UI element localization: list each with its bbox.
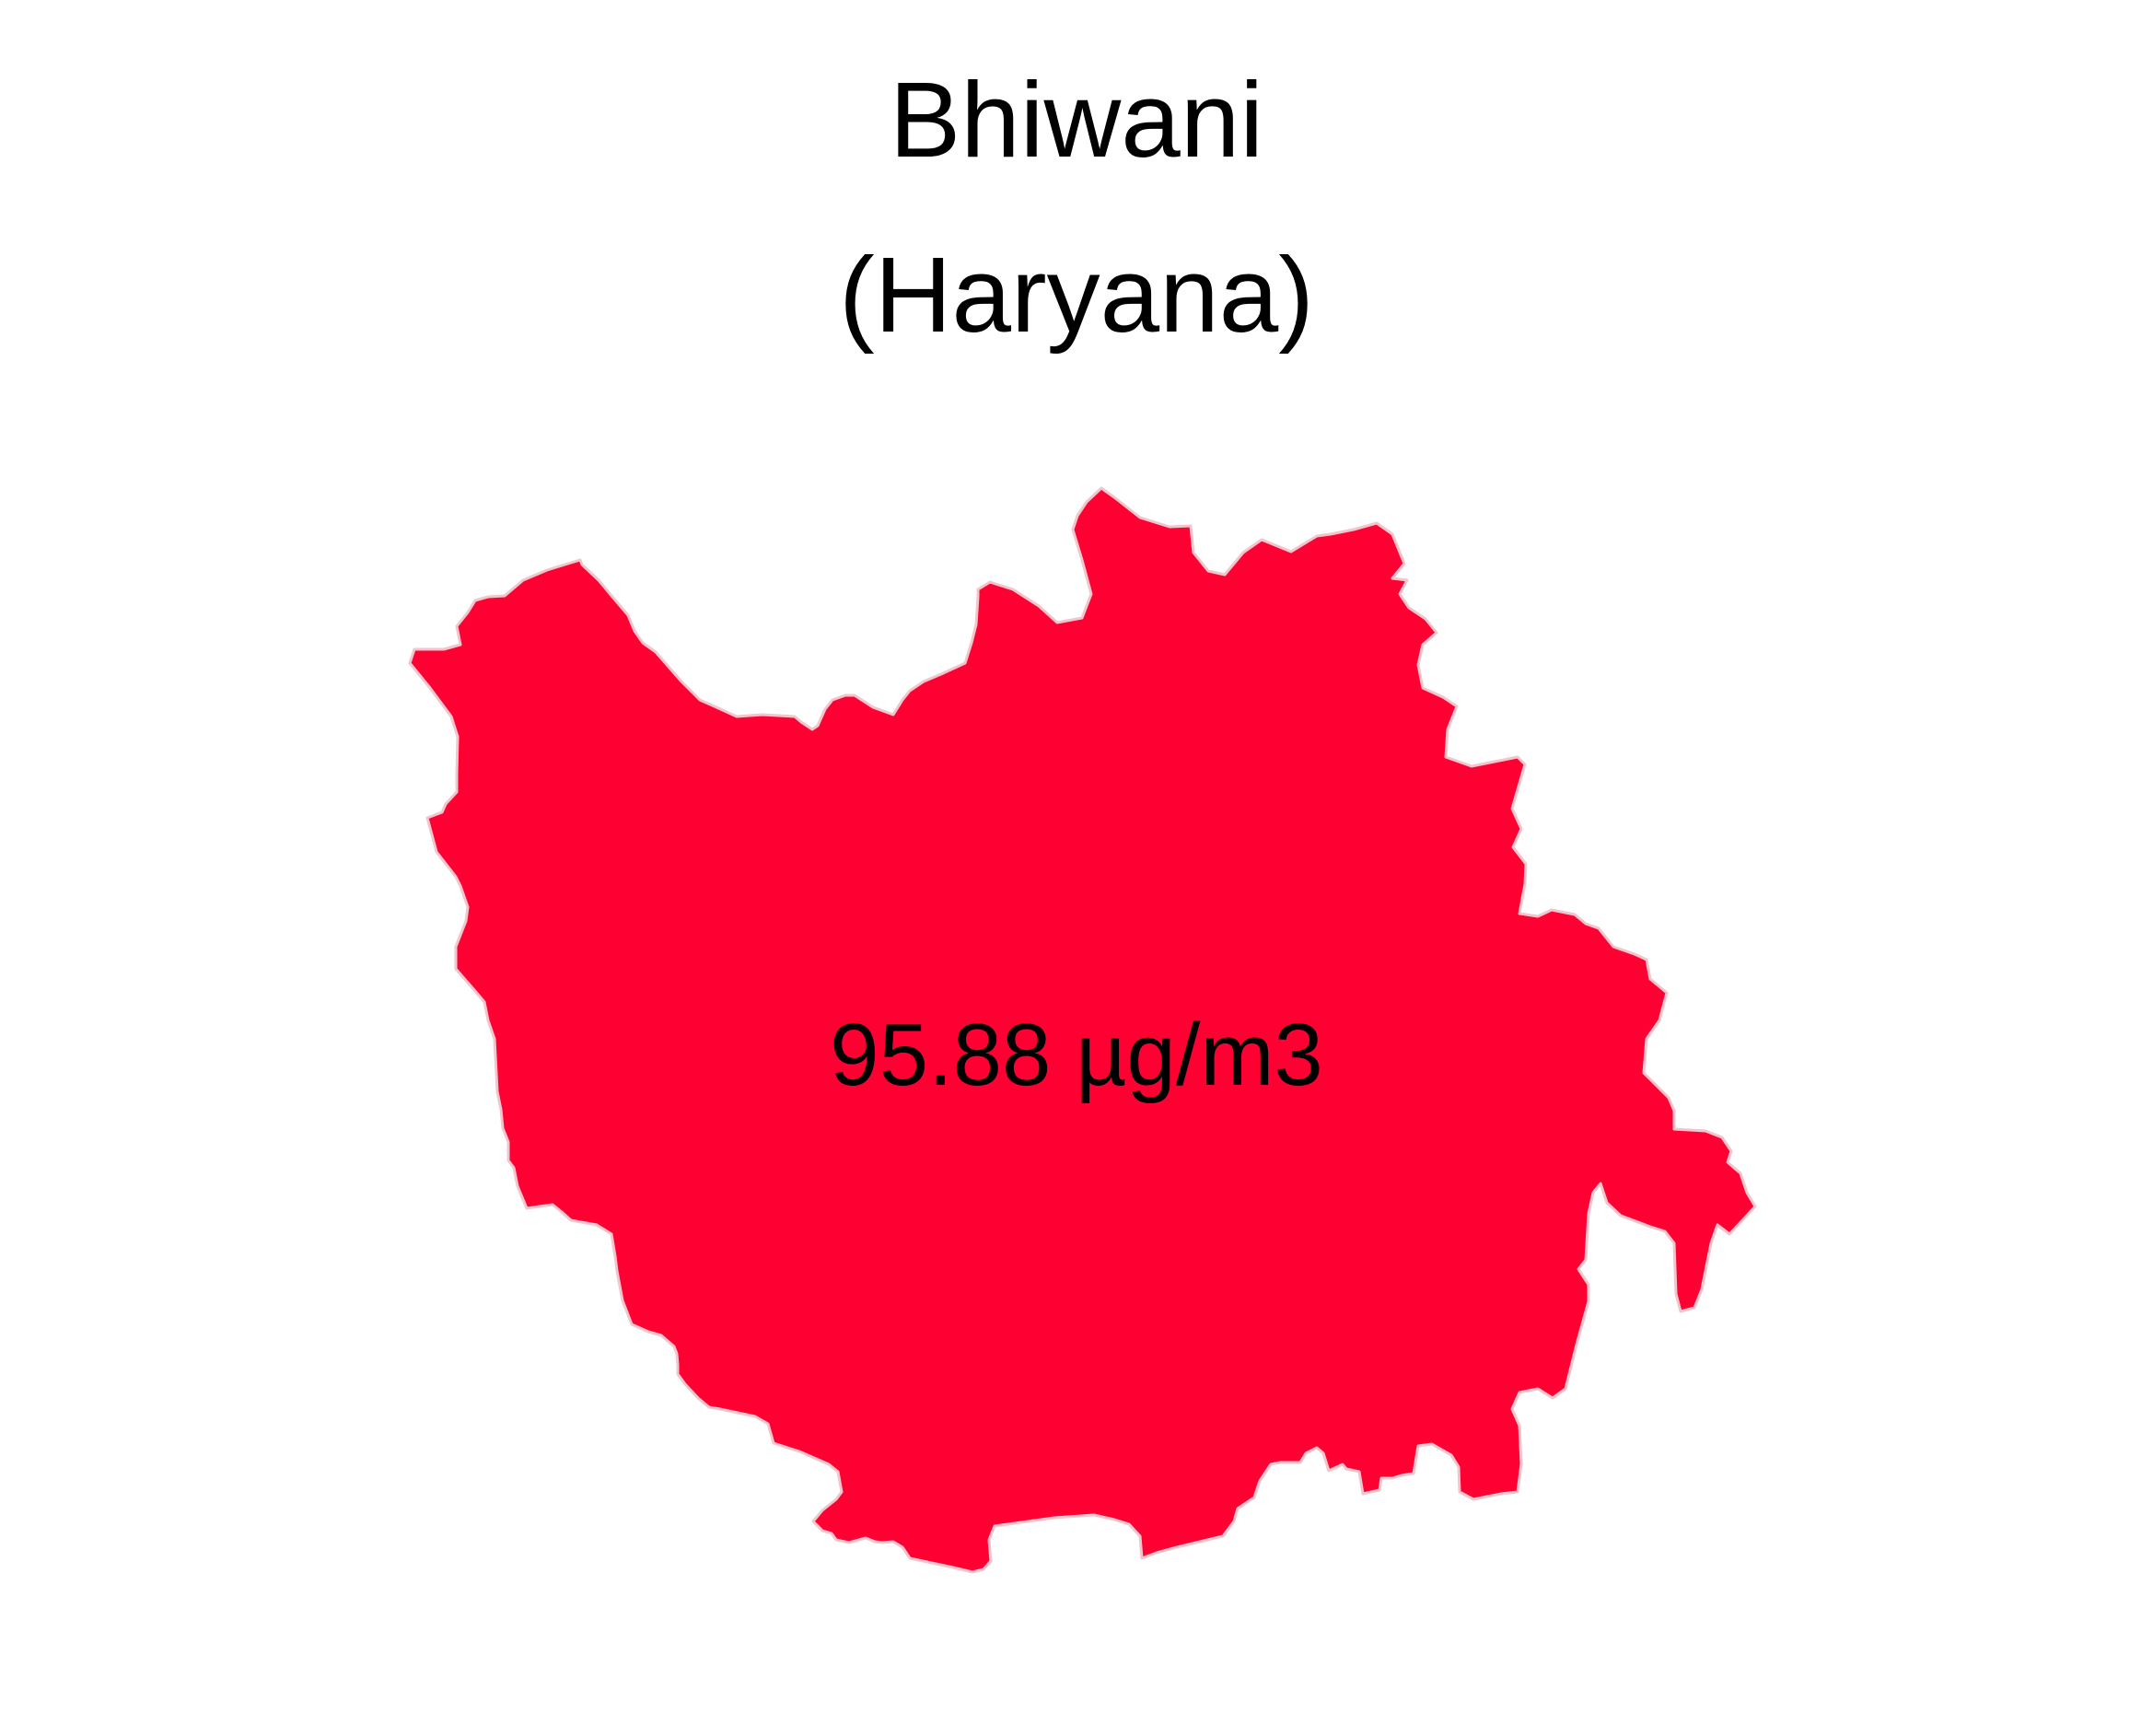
- pollution-value-label: 95.88 µg/m3: [830, 1006, 1323, 1104]
- map-title-state: (Haryana): [839, 235, 1314, 355]
- map-title-district: Bhiwani: [889, 60, 1264, 180]
